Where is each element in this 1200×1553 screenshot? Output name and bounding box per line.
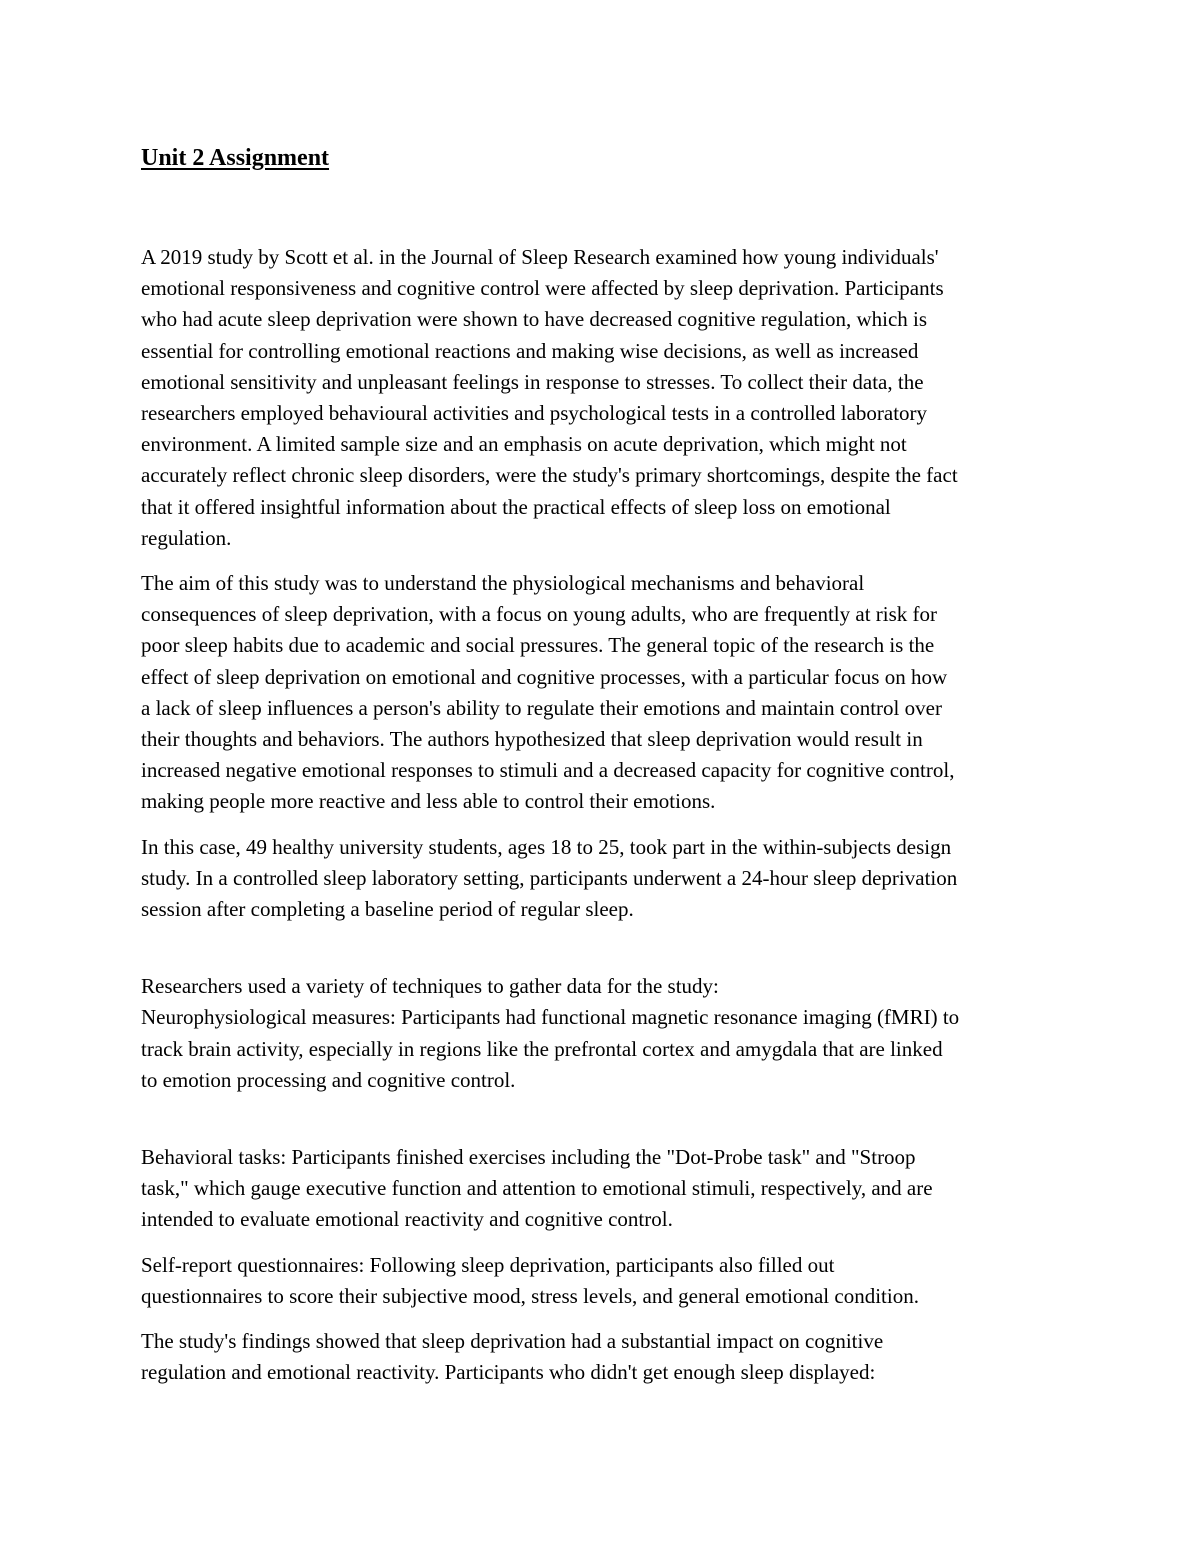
- paragraph-methods: Researchers used a variety of techniques to gather data for the study: Neurophysiological measures: Participants had functional magnetic resonance imaging (fMRI) to track brain activity, especially in regions like the prefrontal cortex and amygdala that are linked to emotion processing and cognitive control.: [141, 974, 960, 1092]
- paragraph-summary: A 2019 study by Scott et al. in the Journal of Sleep Research examined how young individuals' emotional responsiveness and cognitive control were affected by sleep deprivation. Participants who had acute sleep deprivation were shown to have decreased cognitive regulation, which is essential for controlling emotional reactions and making wise decisions, as well as increased emotional sensitivity and unpleasant feelings in response to stresses. To collect their data, the researchers employed behavioural activities and psychological tests in a controlled laboratory environment. A limited sample size and an emphasis on acute deprivation, which might not accurately reflect chronic sleep disorders, were the study's primary shortcomings, despite the fact that it offered insightful information about the practical effects of sleep loss on emotional regulation.: [141, 245, 958, 550]
- paragraph-self-report: Self-report questionnaires: Following sleep deprivation, participants also filled out questionnaires to score their subjective mood, stress levels, and general emotional condition.: [141, 1252, 919, 1308]
- paragraph-behavioral-tasks: Behavioral tasks: Participants finished exercises including the "Dot-Probe task" and "Stroop task," which gauge executive function and attention to emotional stimuli, respectively, and are intended to evaluate emotional reactivity and cognitive control.: [141, 1145, 933, 1232]
- paragraph-aim: The aim of this study was to understand the physiological mechanisms and behavioral consequences of sleep deprivation, with a focus on young adults, who are frequently at risk for poor sleep habits due to academic and social pressures. The general topic of the research is the effect of sleep deprivation on emotional and cognitive processes, with a particular focus on how a lack of sleep influences a person's ability to regulate their emotions and maintain control over their thoughts and behaviors. The authors hypothesized that sleep deprivation would result in increased negative emotional responses to stimuli and a decreased capacity for cognitive control, making people more reactive and less able to control their emotions.: [141, 571, 955, 814]
- document-title: Unit 2 Assignment: [141, 145, 330, 171]
- document-page: [141, 140, 1066, 1389]
- paragraph-findings: The study's findings showed that sleep deprivation had a substantial impact on cognitive regulation and emotional reactivity. Participants who didn't get enough sleep displayed:: [141, 1329, 884, 1385]
- paragraph-participants: In this case, 49 healthy university students, ages 18 to 25, took part in the within-subjects design study. In a controlled sleep laboratory setting, participants underwent a 24-hour sleep deprivation session after completing a baseline period of regular sleep.: [141, 834, 958, 922]
